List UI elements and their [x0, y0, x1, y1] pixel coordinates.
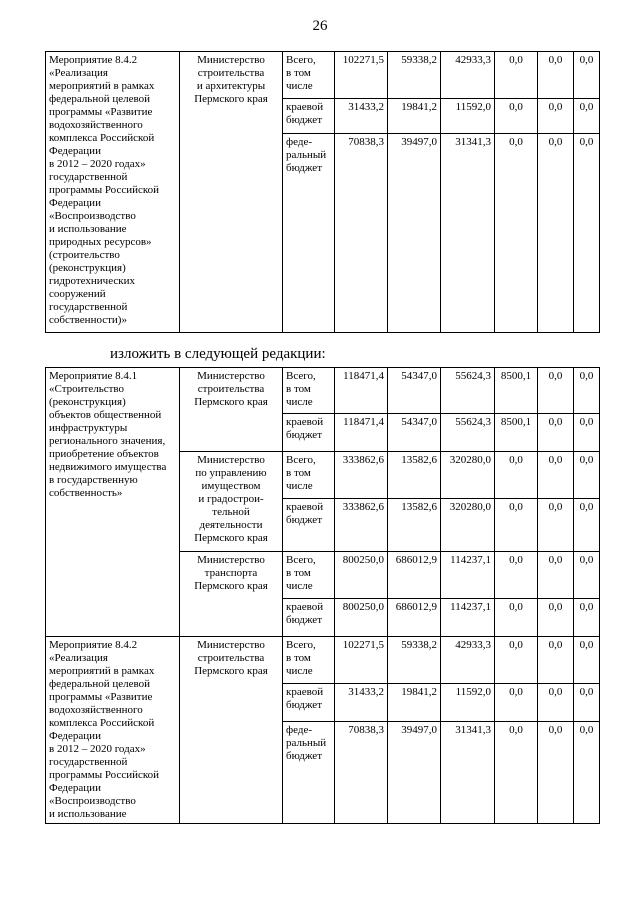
funding-source-cell	[283, 599, 335, 637]
text-line: программы Российской	[49, 769, 160, 781]
text-line: Министерство	[197, 454, 265, 466]
amount-cell: 19841,2	[388, 99, 441, 134]
text-line: и использование	[49, 808, 127, 820]
amount-cell: 118471,4	[335, 368, 388, 414]
amount-cell: 13582,6	[388, 452, 441, 499]
text-line: Мероприятие 8.4.1	[49, 370, 138, 382]
amount-cell: 0,0	[574, 599, 600, 637]
amount-cell: 0,0	[495, 499, 538, 552]
funding-source-cell	[283, 499, 335, 552]
text-line: мероприятий в рамках	[49, 80, 155, 92]
text-line: Всего,	[286, 454, 316, 466]
amount-cell: 0,0	[574, 414, 600, 452]
text-line: Федерации	[49, 782, 101, 794]
amount-cell: 54347,0	[388, 414, 441, 452]
text-line: деятельности	[199, 519, 263, 531]
amount-cell: 0,0	[538, 134, 574, 333]
amount-cell: 0,0	[538, 499, 574, 552]
amount-cell: 0,0	[538, 452, 574, 499]
text-line: бюджет	[286, 514, 322, 526]
text-line: в государственную	[49, 474, 138, 486]
amount-cell: 0,0	[538, 684, 574, 722]
text-line: «Реализация	[49, 652, 108, 664]
text-line: комплекса Российской	[49, 717, 155, 729]
amount-cell: 0,0	[495, 722, 538, 824]
amount-cell: 0,0	[574, 637, 600, 684]
amount-cell: 42933,3	[441, 637, 495, 684]
agency-cell	[180, 52, 283, 333]
text-line: транспорта	[204, 567, 258, 579]
funding-source-cell	[283, 414, 335, 452]
funding-source-cell	[283, 452, 335, 499]
text-line: государственной	[49, 756, 128, 768]
text-line: краевой	[286, 686, 324, 698]
text-line: в 2012 – 2020 годах»	[49, 158, 146, 170]
text-line: бюджет	[286, 750, 322, 762]
text-line: собственности)»	[49, 314, 127, 326]
amount-cell: 59338,2	[388, 52, 441, 99]
measure-name-cell	[46, 368, 180, 637]
page-number: 26	[312, 18, 328, 34]
text-line: числе	[286, 396, 313, 408]
funding-source-cell	[283, 134, 335, 333]
amount-cell: 0,0	[574, 99, 600, 134]
text-line: комплекса Российской	[49, 132, 155, 144]
text-line: Федерации	[49, 197, 101, 209]
text-line: бюджет	[286, 614, 322, 626]
old-measure-table	[45, 51, 600, 333]
text-line: в том	[286, 652, 311, 664]
amount-cell: 0,0	[495, 552, 538, 599]
amount-cell: 0,0	[574, 452, 600, 499]
amount-cell: 0,0	[538, 368, 574, 414]
text-line: и градострои-	[198, 493, 264, 505]
measure-name-cell	[46, 52, 180, 333]
text-line: «Реализация	[49, 67, 108, 79]
text-line: феде-	[286, 724, 313, 736]
text-line: собственность»	[49, 487, 123, 499]
text-line: Всего,	[286, 554, 316, 566]
amount-cell: 0,0	[574, 52, 600, 99]
text-line: краевой	[286, 416, 324, 428]
amount-cell: 0,0	[495, 599, 538, 637]
text-line: ральный	[286, 737, 327, 749]
text-line: краевой	[286, 501, 324, 513]
text-line: «Строительство	[49, 383, 125, 395]
text-line: программы «Развитие	[49, 106, 153, 118]
table-row	[46, 52, 600, 99]
text-line: Мероприятие 8.4.2	[49, 54, 138, 66]
text-line: Всего,	[286, 54, 316, 66]
text-line: в том	[286, 567, 311, 579]
text-line: Пермского края	[194, 532, 268, 544]
text-line: строительства	[197, 652, 265, 664]
text-line: водохозяйственного	[49, 704, 143, 716]
amount-cell: 0,0	[538, 599, 574, 637]
text-line: Министерство	[197, 370, 265, 382]
text-line: краевой	[286, 601, 324, 613]
amount-cell: 0,0	[538, 414, 574, 452]
amount-cell: 320280,0	[441, 452, 495, 499]
amount-cell: 0,0	[538, 52, 574, 99]
text-line: инфраструктуры	[49, 422, 128, 434]
amount-cell: 114237,1	[441, 552, 495, 599]
agency-cell	[180, 452, 283, 552]
funding-source-cell	[283, 684, 335, 722]
amount-cell: 11592,0	[441, 99, 495, 134]
amount-cell: 31341,3	[441, 722, 495, 824]
table-row	[46, 368, 600, 414]
amount-cell: 13582,6	[388, 499, 441, 552]
amount-cell: 8500,1	[495, 368, 538, 414]
measure-name	[49, 54, 176, 327]
funding-source-cell	[283, 552, 335, 599]
text-line: бюджет	[286, 162, 322, 174]
text-line: Всего,	[286, 370, 316, 382]
text-line: объектов общественной	[49, 409, 162, 421]
funding-source-cell	[283, 722, 335, 824]
amount-cell: 39497,0	[388, 722, 441, 824]
measure-name	[49, 639, 176, 821]
text-line: числе	[286, 480, 313, 492]
text-line: программы Российской	[49, 184, 160, 196]
text-line: (строительство	[49, 249, 120, 261]
text-line: Пермского края	[194, 396, 268, 408]
amount-cell: 70838,3	[335, 722, 388, 824]
text-line: Пермского края	[194, 580, 268, 592]
amount-cell: 0,0	[574, 552, 600, 599]
amount-cell: 8500,1	[495, 414, 538, 452]
text-line: в том	[286, 67, 311, 79]
amount-cell: 59338,2	[388, 637, 441, 684]
funding-source-cell	[283, 637, 335, 684]
amount-cell: 102271,5	[335, 52, 388, 99]
text-line: числе	[286, 665, 313, 677]
text-line: Всего,	[286, 639, 316, 651]
table-row	[46, 637, 600, 684]
text-line: имуществом	[201, 480, 261, 492]
text-line: государственной	[49, 171, 128, 183]
text-line: программы «Развитие	[49, 691, 153, 703]
amount-cell: 42933,3	[441, 52, 495, 99]
funding-source-cell	[283, 99, 335, 134]
text-line: Федерации	[49, 145, 101, 157]
amount-cell: 114237,1	[441, 599, 495, 637]
amount-cell: 55624,3	[441, 414, 495, 452]
text-line: Министерство	[197, 639, 265, 651]
text-line: гидротехнических	[49, 275, 135, 287]
funding-source-cell	[283, 368, 335, 414]
text-line: федеральной целевой	[49, 678, 150, 690]
amount-cell: 31433,2	[335, 684, 388, 722]
text-line: феде-	[286, 136, 313, 148]
amount-cell: 31341,3	[441, 134, 495, 333]
agency-cell	[180, 552, 283, 637]
text-line: числе	[286, 80, 313, 92]
text-line: ральный	[286, 149, 327, 161]
amount-cell: 0,0	[538, 552, 574, 599]
amount-cell: 800250,0	[335, 599, 388, 637]
amount-cell: 39497,0	[388, 134, 441, 333]
amount-cell: 800250,0	[335, 552, 388, 599]
amount-cell: 19841,2	[388, 684, 441, 722]
text-line: «Воспроизводство	[49, 210, 136, 222]
text-line: природных ресурсов»	[49, 236, 152, 248]
amount-cell: 0,0	[495, 637, 538, 684]
text-line: Пермского края	[194, 93, 268, 105]
amendment-phrase: изложить в следующей редакции:	[110, 346, 326, 362]
amount-cell: 102271,5	[335, 637, 388, 684]
amount-cell: 118471,4	[335, 414, 388, 452]
amount-cell: 686012,9	[388, 599, 441, 637]
amount-cell: 55624,3	[441, 368, 495, 414]
amount-cell: 0,0	[574, 499, 600, 552]
text-line: краевой	[286, 101, 324, 113]
amount-cell: 333862,6	[335, 452, 388, 499]
text-line: бюджет	[286, 429, 322, 441]
text-line: и использование	[49, 223, 127, 235]
amount-cell: 0,0	[574, 368, 600, 414]
agency-cell	[180, 637, 283, 824]
amount-cell: 70838,3	[335, 134, 388, 333]
amount-cell: 0,0	[538, 99, 574, 134]
text-line: недвижимого имущества	[49, 461, 167, 473]
text-line: строительства	[197, 67, 265, 79]
text-line: строительства	[197, 383, 265, 395]
text-line: Пермского края	[194, 665, 268, 677]
agency-cell	[180, 368, 283, 452]
text-line: в том	[286, 383, 311, 395]
amount-cell: 333862,6	[335, 499, 388, 552]
amount-cell: 0,0	[574, 684, 600, 722]
funding-source-cell	[283, 52, 335, 99]
text-line: бюджет	[286, 114, 322, 126]
measure-name-cell	[46, 637, 180, 824]
amount-cell: 0,0	[495, 134, 538, 333]
measure-name	[49, 370, 176, 500]
text-line: водохозяйственного	[49, 119, 143, 131]
amount-cell: 0,0	[495, 452, 538, 499]
amount-cell: 686012,9	[388, 552, 441, 599]
text-line: Министерство	[197, 554, 265, 566]
amount-cell: 0,0	[574, 722, 600, 824]
text-line: регионального значения,	[49, 435, 166, 447]
text-line: мероприятий в рамках	[49, 665, 155, 677]
text-line: тельной	[212, 506, 250, 518]
amount-cell: 0,0	[495, 99, 538, 134]
text-line: государственной	[49, 301, 128, 313]
text-line: Федерации	[49, 730, 101, 742]
amount-cell: 0,0	[574, 134, 600, 333]
text-line: приобретение объектов	[49, 448, 159, 460]
text-line: по управлению	[195, 467, 267, 479]
amount-cell: 54347,0	[388, 368, 441, 414]
text-line: (реконструкция)	[49, 396, 126, 408]
text-line: бюджет	[286, 699, 322, 711]
new-measure-table	[45, 367, 600, 824]
text-line: в 2012 – 2020 годах»	[49, 743, 146, 755]
amount-cell: 31433,2	[335, 99, 388, 134]
amount-cell: 0,0	[538, 637, 574, 684]
text-line: Министерство	[197, 54, 265, 66]
amount-cell: 0,0	[538, 722, 574, 824]
text-line: и архитектуры	[196, 80, 266, 92]
amount-cell: 0,0	[495, 52, 538, 99]
agency-name	[183, 54, 279, 106]
text-line: в том	[286, 467, 311, 479]
text-line: «Воспроизводство	[49, 795, 136, 807]
text-line: (реконструкция)	[49, 262, 126, 274]
text-line: числе	[286, 580, 313, 592]
amount-cell: 0,0	[495, 684, 538, 722]
text-line: сооружений	[49, 288, 106, 300]
text-line: Мероприятие 8.4.2	[49, 639, 138, 651]
text-line: федеральной целевой	[49, 93, 150, 105]
amount-cell: 11592,0	[441, 684, 495, 722]
amount-cell: 320280,0	[441, 499, 495, 552]
